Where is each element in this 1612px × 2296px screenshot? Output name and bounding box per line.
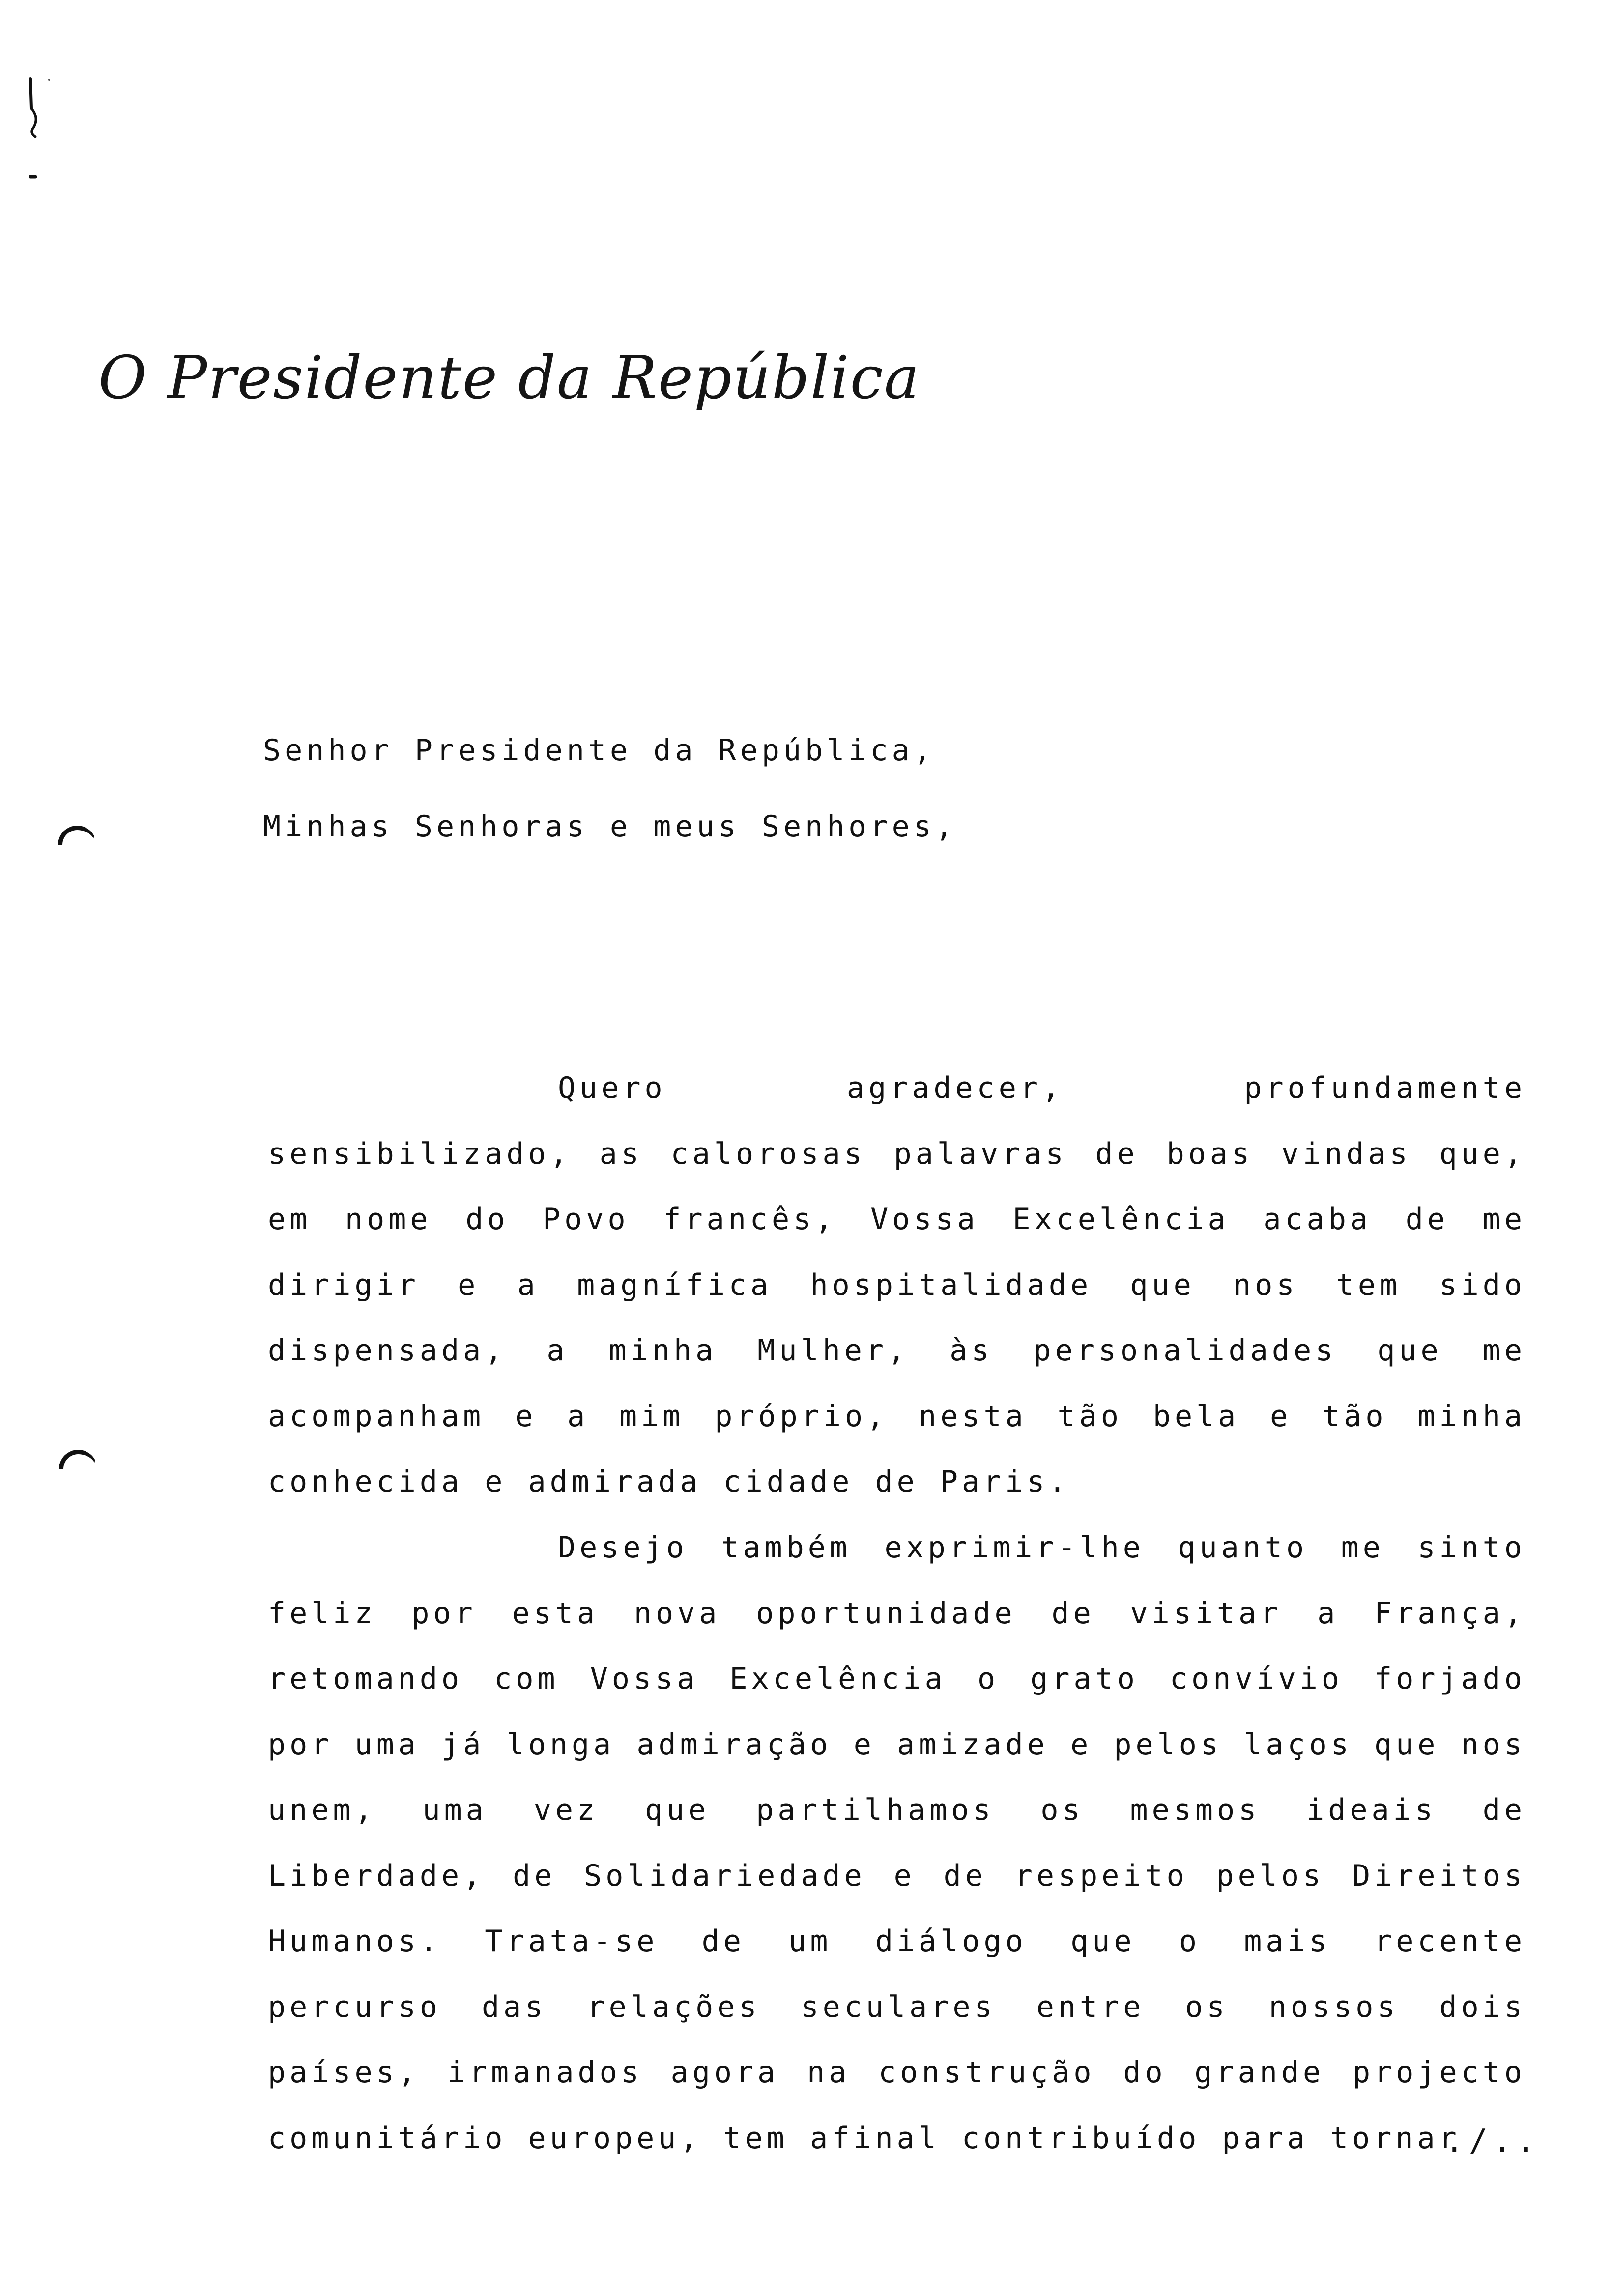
punch-hole-mark-icon [58, 826, 96, 845]
salutation-line: Minhas Senhoras e meus Senhores, [263, 809, 957, 844]
salutation-line: Senhor Presidente da República, [263, 733, 935, 768]
salutation [263, 713, 1541, 865]
body-paragraph: Desejo também exprimir-lhe quanto me sinto feliz por esta nova oportunidade de visitar a França, retomando com Vossa Excelência o grato convívio forjado por uma já longa admiração e amizade e pelos laços que nos unem, uma vez que partilhamos os mesmos ideais de Liberdade, de Solidariedade e de respeito pelos Direitos Humanos. Trata-se de um diálogo que o mais recente percurso das relações seculares entre os nossos dois países, irmanados agora na construção do grande projecto comunitário europeu, tem afinal contribuído para tornar [268, 1530, 1526, 2155]
punch-hole-mark-icon [59, 1450, 97, 1469]
body-paragraph: Quero agradecer, profundamente sensibilizado, as calorosas palavras de boas vindas que, em nome do Povo francês, Vossa Excelência acaba de me dirigir e a magnífica hospitalidade que nos tem sido dispensada, a minha Mulher, às personalidades que me acompanham e a mim próprio, nesta tão bela e tão minha conhecida e admirada cidade de Paris. [268, 1071, 1526, 1499]
letterhead-title: O Presidente da República [98, 344, 921, 412]
page-continuation-mark: ./.. [1445, 2123, 1541, 2159]
margin-mark-icon [25, 74, 64, 194]
